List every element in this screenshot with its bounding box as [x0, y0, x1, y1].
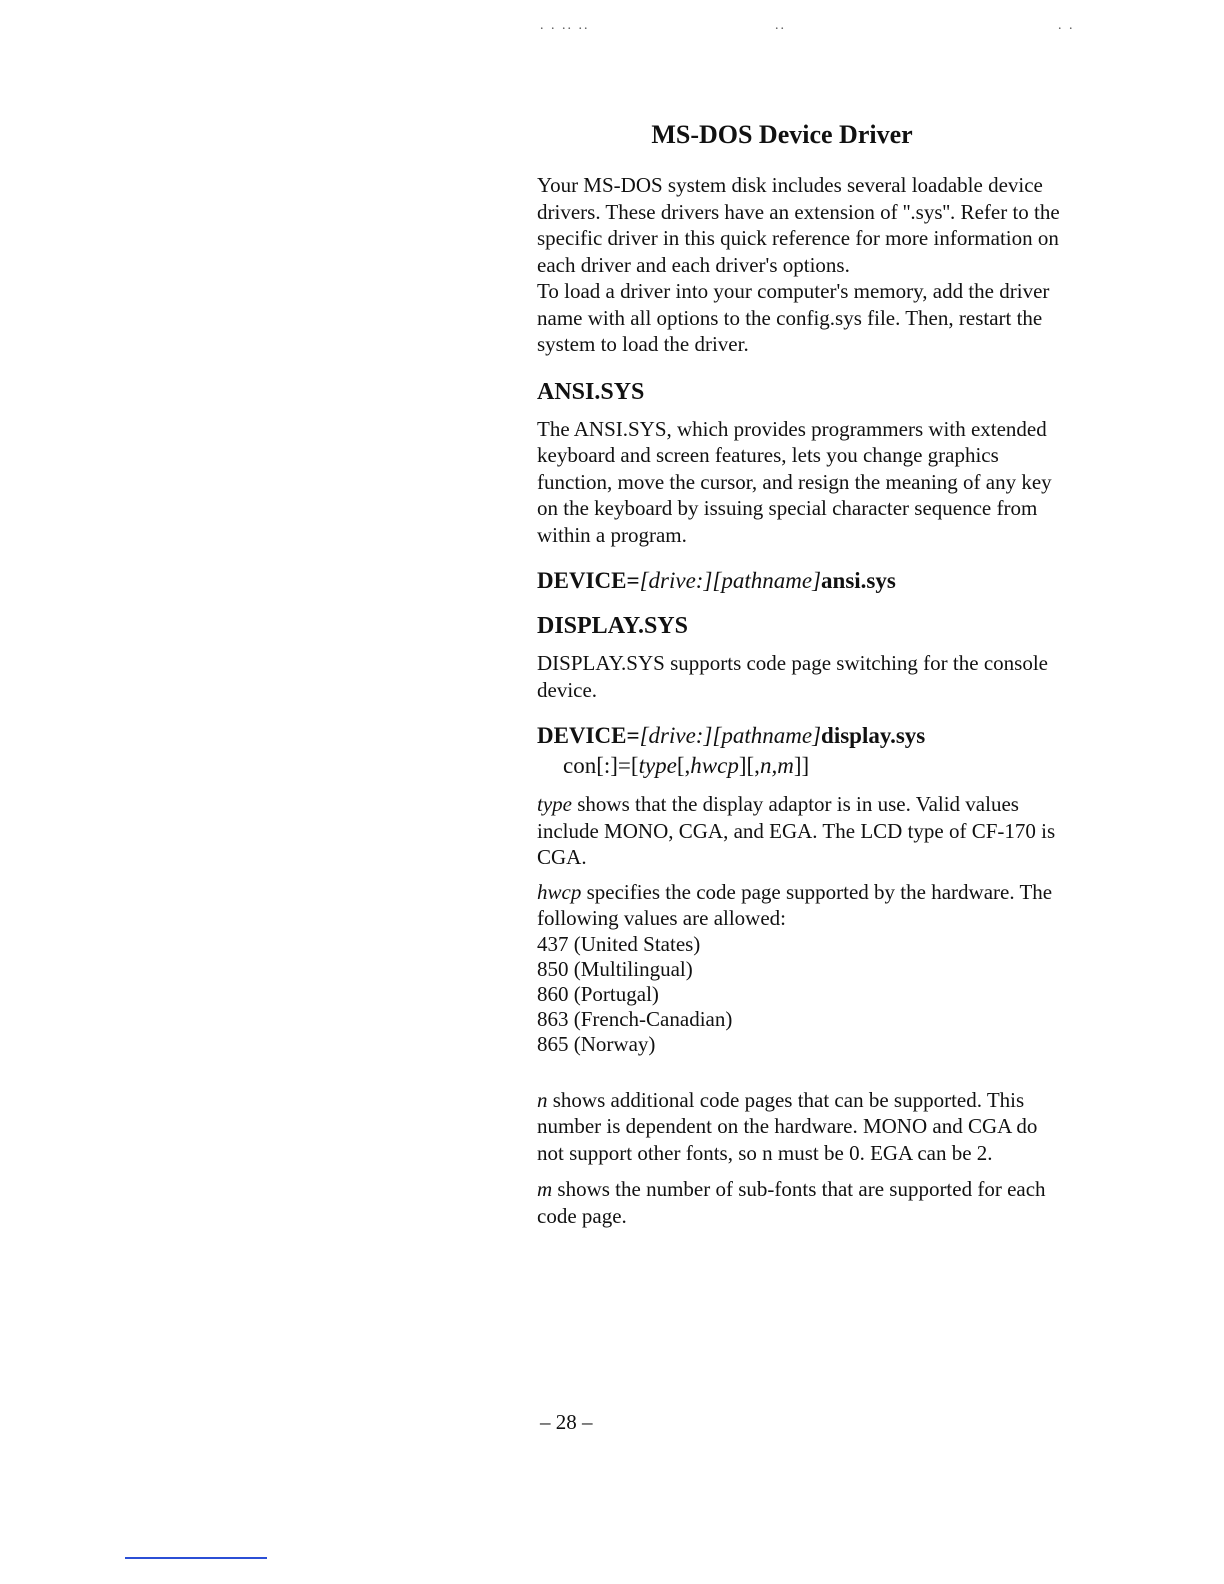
content-column	[537, 118, 1067, 1229]
syntax-drive: [drive:]	[639, 568, 713, 593]
hwcp-description	[537, 879, 1067, 932]
ansi-syntax	[537, 566, 1067, 596]
syntax-part: [,	[676, 753, 691, 778]
list-item: 863 (French-Canadian)	[537, 1006, 733, 1031]
display-syntax-line2	[537, 751, 1067, 781]
syntax-path: [pathname]	[712, 568, 822, 593]
syntax-param-nm: n,m	[759, 753, 794, 778]
syntax-file: ansi.sys	[821, 568, 896, 593]
param-text: shows that the display adaptor is in use. Valid values include MONO, CGA, and EGA. The LCD type of CF-170 is CGA.	[537, 792, 1056, 869]
syntax-file: display.sys	[821, 723, 926, 748]
scan-mark-middle: ..	[775, 18, 786, 33]
blue-rule	[125, 1557, 267, 1559]
param-text: shows the number of sub-fonts that are supported for each code page.	[537, 1177, 1046, 1228]
syntax-keyword: DEVICE=	[537, 568, 640, 593]
syntax-drive: [drive:]	[639, 723, 713, 748]
syntax-param-hwcp: hwcp	[690, 753, 739, 778]
m-description	[537, 1176, 1067, 1229]
page-number: – 28 –	[540, 1410, 593, 1434]
syntax-part: con[:]=[	[563, 753, 639, 778]
display-heading: DISPLAY.SYS	[537, 613, 688, 639]
param-text: shows additional code pages that can be supported. This number is dependent on the hardware. MONO and CGA do not support other fonts, so n must be 0. EGA can be 2.	[537, 1087, 1038, 1165]
list-item: 437 (United States)	[537, 931, 701, 956]
syntax-keyword: DEVICE=	[537, 723, 640, 748]
list-item: 860 (Portugal)	[537, 981, 659, 1006]
ansi-heading: ANSI.SYS	[537, 378, 645, 405]
param-term: hwcp	[537, 879, 582, 904]
param-term: type	[537, 792, 572, 816]
scan-mark-right: . .	[1058, 18, 1075, 33]
list-item: 865 (Norway)	[537, 1031, 656, 1056]
syntax-part: ]]	[793, 753, 810, 778]
param-text: specifies the code page supported by the hardware. The following values are allowed:	[537, 879, 1053, 930]
intro-paragraph-2: To load a driver into your computer's memory, add the driver name with all options to the config.sys file. Then, restart the system to load the driver.	[537, 279, 1050, 356]
type-description	[537, 791, 1067, 871]
list-item: 850 (Multilingual)	[537, 956, 693, 981]
page-title: MS-DOS Device Driver	[651, 120, 913, 149]
code-page-list	[537, 932, 1067, 1057]
param-term: m	[537, 1177, 553, 1201]
syntax-part: ][,	[738, 753, 760, 778]
display-description: DISPLAY.SYS supports code page switching for the console device.	[537, 651, 1048, 702]
syntax-param-type: type	[638, 753, 677, 778]
scan-mark-left: . . .. ..	[540, 18, 590, 33]
n-description	[537, 1087, 1067, 1167]
display-syntax	[537, 721, 1067, 751]
param-term: n	[537, 1087, 548, 1112]
ansi-description: The ANSI.SYS, which provides programmers with extended keyboard and screen features, lets you change graphics function, move the cursor, and resign the meaning of any key on the keyboard by issuing special character sequence from within a program.	[537, 416, 1052, 547]
intro-paragraph-1: Your MS-DOS system disk includes several loadable device drivers. These drivers have an extension of ''.sys''. Refer to the specific driver in this quick reference for more information on each driver and each driver's options.	[537, 173, 1060, 277]
syntax-path: [pathname]	[712, 723, 822, 748]
